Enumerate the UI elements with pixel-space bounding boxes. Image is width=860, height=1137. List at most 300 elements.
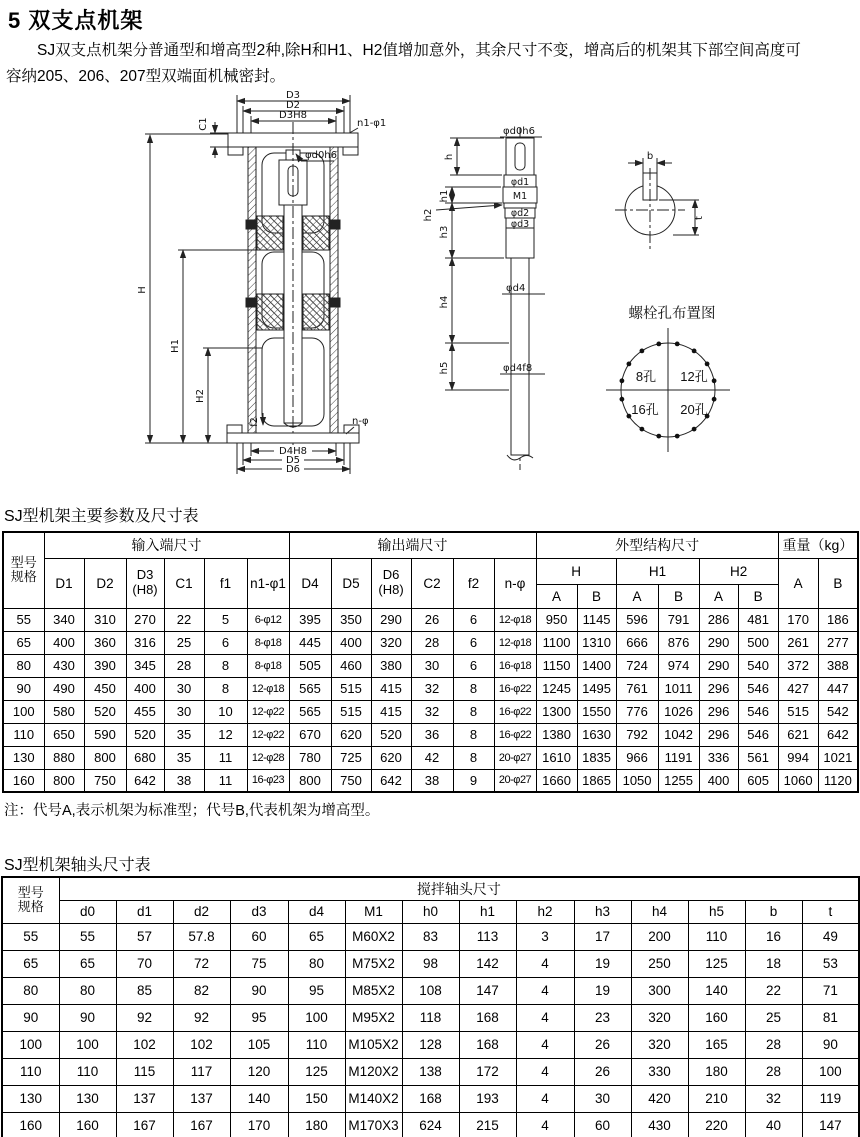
table-cell: 110 — [59, 1058, 116, 1085]
table-cell: 65 — [59, 950, 116, 977]
table-cell: 110 — [2, 1058, 59, 1085]
table-cell: 167 — [173, 1112, 230, 1137]
table-cell: 18 — [745, 950, 802, 977]
table1-body — [3, 608, 858, 792]
table-cell: 1610 — [536, 746, 577, 769]
dim-label-d5: D5 — [285, 455, 301, 466]
col-header-d0: d0 — [59, 900, 116, 923]
table-cell: 4 — [516, 1004, 574, 1031]
table-cell: 360 — [84, 631, 126, 654]
col-header-h1: h1 — [459, 900, 516, 923]
table-cell: 85 — [116, 977, 173, 1004]
table-cell: 81 — [802, 1004, 859, 1031]
col-header-H1-A: A — [616, 584, 658, 608]
dim-label-t: t — [694, 216, 705, 220]
table-cell: 20-φ27 — [494, 746, 536, 769]
table-cell: 30 — [164, 700, 204, 723]
table-cell: 193 — [459, 1085, 516, 1112]
table-cell: 1495 — [577, 677, 616, 700]
dim-label-c1: C1 — [198, 117, 209, 131]
table-cell: 1380 — [536, 723, 577, 746]
table-cell: 65 — [288, 923, 345, 950]
table-cell: 515 — [331, 700, 371, 723]
col-header-d1: d1 — [116, 900, 173, 923]
table-cell: 642 — [371, 769, 411, 792]
table-row — [2, 1085, 859, 1112]
table-cell: 11 — [204, 746, 247, 769]
table-cell: 320 — [631, 1031, 688, 1058]
col-header-model — [3, 532, 44, 608]
table-cell: 450 — [84, 677, 126, 700]
col-header-M1: M1 — [345, 900, 402, 923]
table-cell: 130 — [59, 1085, 116, 1112]
table-row — [3, 654, 858, 677]
table-cell: 540 — [738, 654, 778, 677]
table-cell: 1011 — [658, 677, 699, 700]
col-header-H2: H2 — [699, 558, 778, 584]
col-header-h3: h3 — [574, 900, 631, 923]
dim-label-phid4: φd4 — [506, 283, 526, 294]
table-cell: 791 — [658, 608, 699, 631]
table-cell: 605 — [738, 769, 778, 792]
col-header-H: H — [536, 558, 616, 584]
col-header-H-B: B — [577, 584, 616, 608]
table-cell: 336 — [699, 746, 738, 769]
dim-label-d6: D6 — [285, 464, 301, 475]
table-cell: 620 — [371, 746, 411, 769]
bolt-label-16: 16孔 — [631, 402, 659, 417]
table-cell: 28 — [745, 1031, 802, 1058]
table-cell: 316 — [126, 631, 164, 654]
table-cell: 565 — [289, 700, 331, 723]
dim-label-h2: h2 — [423, 208, 434, 222]
dim-label-phid1: φd1 — [510, 177, 530, 188]
table-cell: 16-φ23 — [247, 769, 289, 792]
table-cell: 117 — [173, 1058, 230, 1085]
table-cell: 330 — [631, 1058, 688, 1085]
table-cell: 125 — [688, 950, 745, 977]
table-cell: 320 — [371, 631, 411, 654]
table-cell: 460 — [331, 654, 371, 677]
table-cell: 180 — [288, 1112, 345, 1137]
table-cell: 1865 — [577, 769, 616, 792]
table-cell: 800 — [44, 769, 84, 792]
dim-label-M1: M1 — [512, 191, 528, 202]
col-header-model2 — [2, 877, 59, 923]
table-cell: 415 — [371, 700, 411, 723]
table-cell: 100 — [288, 1004, 345, 1031]
bolt-diagram-title: 螺栓孔布置图 — [628, 306, 716, 322]
shaft-head-table — [1, 876, 860, 1137]
col-header-D1: D1 — [44, 558, 84, 608]
table-cell: 22 — [164, 608, 204, 631]
table-cell: 90 — [59, 1004, 116, 1031]
table-row — [3, 700, 858, 723]
table-cell: 372 — [778, 654, 818, 677]
table-cell: 1026 — [658, 700, 699, 723]
table-cell: 520 — [126, 723, 164, 746]
table-cell: 80 — [59, 977, 116, 1004]
table-cell: 95 — [230, 1004, 288, 1031]
table-cell: M170X3 — [345, 1112, 402, 1137]
table2-body — [2, 923, 859, 1137]
table-row — [3, 608, 858, 631]
table-cell: 270 — [126, 608, 164, 631]
table-cell: 90 — [3, 677, 44, 700]
table-cell: 80 — [2, 977, 59, 1004]
table-cell: 22 — [745, 977, 802, 1004]
table-cell: 515 — [331, 677, 371, 700]
table-cell: 6 — [204, 631, 247, 654]
table-cell: 65 — [3, 631, 44, 654]
col-header-h0: h0 — [402, 900, 459, 923]
table-cell: 90 — [230, 977, 288, 1004]
table-cell: M140X2 — [345, 1085, 402, 1112]
table-cell: 160 — [2, 1112, 59, 1137]
table-cell: 8 — [204, 677, 247, 700]
table-cell: 780 — [289, 746, 331, 769]
table-cell: 505 — [289, 654, 331, 677]
table-cell: 55 — [59, 923, 116, 950]
table-cell: 12-φ18 — [247, 677, 289, 700]
table-cell: M105X2 — [345, 1031, 402, 1058]
table-cell: 880 — [44, 746, 84, 769]
page-title: 5 双支点机架 — [8, 8, 144, 33]
table-cell: 9 — [453, 769, 494, 792]
table-cell: 430 — [44, 654, 84, 677]
table-cell: 580 — [44, 700, 84, 723]
table-cell: 142 — [459, 950, 516, 977]
table-cell: 28 — [164, 654, 204, 677]
table-cell: 147 — [459, 977, 516, 1004]
table-row — [2, 1058, 859, 1085]
table-cell: 680 — [126, 746, 164, 769]
table-cell: 53 — [802, 950, 859, 977]
table-cell: 520 — [371, 723, 411, 746]
table-cell: 390 — [84, 654, 126, 677]
dim-label-n-phi: n-φ — [352, 416, 369, 427]
table-cell: 380 — [371, 654, 411, 677]
bolt-label-8: 8孔 — [635, 369, 657, 384]
table-cell: 4 — [516, 977, 574, 1004]
intro-paragraph — [6, 38, 856, 90]
table-cell: 60 — [230, 923, 288, 950]
table-cell: 395 — [289, 608, 331, 631]
table-cell: 6 — [453, 631, 494, 654]
table-cell: 90 — [2, 1004, 59, 1031]
table-cell: 110 — [688, 923, 745, 950]
group-header-output: 输出端尺寸 — [289, 532, 536, 558]
table-cell: 388 — [818, 654, 858, 677]
table-cell: 520 — [84, 700, 126, 723]
table-cell: 1255 — [658, 769, 699, 792]
table1-note: 注：代号A,表示机架为标准型；代号B,代表机架为增高型。 — [4, 803, 380, 819]
dim-label-d4h8: D4H8 — [279, 446, 307, 457]
dim-label-phid4f8: φd4f8 — [503, 363, 533, 374]
table-cell: 12-φ18 — [494, 631, 536, 654]
table-row — [2, 1004, 859, 1031]
table-cell: 345 — [126, 654, 164, 677]
table-cell: 776 — [616, 700, 658, 723]
table-cell: 17 — [574, 923, 631, 950]
dim-label-h3: h3 — [439, 225, 450, 239]
table-cell: 10 — [204, 700, 247, 723]
table-cell: 80 — [3, 654, 44, 677]
table-cell: 8 — [453, 723, 494, 746]
table-cell: 455 — [126, 700, 164, 723]
col-header-d2: d2 — [173, 900, 230, 923]
table-cell: 57 — [116, 923, 173, 950]
table-cell: 55 — [3, 608, 44, 631]
table-cell: 430 — [631, 1112, 688, 1137]
table-cell: 130 — [3, 746, 44, 769]
table-cell: 6 — [453, 654, 494, 677]
table-cell: 725 — [331, 746, 371, 769]
table-cell: 6-φ12 — [247, 608, 289, 631]
table-cell: 26 — [411, 608, 453, 631]
table-cell: 290 — [371, 608, 411, 631]
col-header-C1: C1 — [164, 558, 204, 608]
table-cell: 16-φ18 — [494, 654, 536, 677]
table-cell: 1660 — [536, 769, 577, 792]
table-cell: 110 — [3, 723, 44, 746]
table-cell: 1191 — [658, 746, 699, 769]
table-cell: 546 — [738, 677, 778, 700]
table-cell: 8 — [453, 677, 494, 700]
table-cell: 160 — [59, 1112, 116, 1137]
table-cell: 16-φ22 — [494, 677, 536, 700]
group-header-outline: 外型结构尺寸 — [536, 532, 778, 558]
table-cell: 100 — [802, 1058, 859, 1085]
table-row — [2, 1112, 859, 1137]
col-header-d3: d3 — [230, 900, 288, 923]
table-row — [3, 769, 858, 792]
table-cell: 5 — [204, 608, 247, 631]
table-cell: M75X2 — [345, 950, 402, 977]
dim-label-h4: h4 — [439, 295, 450, 309]
table-cell: 16-φ22 — [494, 700, 536, 723]
table-cell: 1100 — [536, 631, 577, 654]
table-cell: 642 — [126, 769, 164, 792]
table-cell: 950 — [536, 608, 577, 631]
col-header-h5: h5 — [688, 900, 745, 923]
col-header-H1: H1 — [616, 558, 699, 584]
table-cell: 300 — [631, 977, 688, 1004]
table-cell: 108 — [402, 977, 459, 1004]
table-cell: 546 — [738, 723, 778, 746]
table-cell: 119 — [802, 1085, 859, 1112]
col-header-h4: h4 — [631, 900, 688, 923]
model-line1: 型号 — [10, 554, 37, 570]
table-cell: 30 — [164, 677, 204, 700]
table-cell: 8-φ18 — [247, 631, 289, 654]
table-cell: 137 — [173, 1085, 230, 1112]
dim-label-H2: H2 — [195, 389, 206, 403]
table-cell: 65 — [2, 950, 59, 977]
table-cell: 481 — [738, 608, 778, 631]
table-cell: 420 — [631, 1085, 688, 1112]
table-cell: 12-φ22 — [247, 700, 289, 723]
table-cell: 12-φ18 — [494, 608, 536, 631]
table-cell: 95 — [288, 977, 345, 1004]
table-cell: 8-φ18 — [247, 654, 289, 677]
table-cell: 8 — [453, 746, 494, 769]
model2-line1: 型号 — [17, 884, 44, 900]
dim-label-b: b — [646, 151, 654, 162]
bolt-label-20: 20孔 — [680, 402, 708, 417]
table-cell: 1300 — [536, 700, 577, 723]
table-cell: 8 — [204, 654, 247, 677]
table-cell: 670 — [289, 723, 331, 746]
table-cell: 80 — [288, 950, 345, 977]
table-cell: 168 — [459, 1031, 516, 1058]
table-cell: 1630 — [577, 723, 616, 746]
table-cell: 724 — [616, 654, 658, 677]
table-cell: 400 — [44, 631, 84, 654]
col-header-H2-B: B — [738, 584, 778, 608]
table-cell: 250 — [631, 950, 688, 977]
group-header-shaft-head: 搅拌轴头尺寸 — [59, 877, 859, 900]
table-cell: 92 — [173, 1004, 230, 1031]
table-cell: 160 — [3, 769, 44, 792]
table-cell: 35 — [164, 746, 204, 769]
table-cell: 750 — [84, 769, 126, 792]
dim-label-h1: h1 — [439, 189, 450, 203]
table-cell: 1150 — [536, 654, 577, 677]
table-cell: 60 — [574, 1112, 631, 1137]
table-cell: 12-φ22 — [247, 723, 289, 746]
table-cell: 83 — [402, 923, 459, 950]
table-cell: 100 — [59, 1031, 116, 1058]
dim-label-f2: f2 — [249, 417, 260, 427]
table-cell: 102 — [116, 1031, 173, 1058]
table-cell: 490 — [44, 677, 84, 700]
table-cell: 290 — [699, 631, 738, 654]
col-header-d4: d4 — [288, 900, 345, 923]
table-cell: 210 — [688, 1085, 745, 1112]
table1-title: SJ型机架主要参数及尺寸表 — [4, 508, 199, 525]
table-cell: 150 — [288, 1085, 345, 1112]
dim-label-shaft-phid0h6: φd0h6 — [503, 126, 536, 137]
table-cell: 6 — [453, 608, 494, 631]
table-cell: 168 — [402, 1085, 459, 1112]
table-cell: 105 — [230, 1031, 288, 1058]
table-cell: 16-φ22 — [494, 723, 536, 746]
table-cell: 140 — [230, 1085, 288, 1112]
table-cell: 515 — [778, 700, 818, 723]
col-header-weight-A: A — [778, 558, 818, 608]
col-header-f1: f1 — [204, 558, 247, 608]
d3-line2: (H8) — [132, 582, 158, 597]
table-cell: 170 — [230, 1112, 288, 1137]
table-cell: 3 — [516, 923, 574, 950]
table-cell: 220 — [688, 1112, 745, 1137]
table-cell: 98 — [402, 950, 459, 977]
table-cell: 165 — [688, 1031, 745, 1058]
table-cell: 296 — [699, 723, 738, 746]
col-header-D2: D2 — [84, 558, 126, 608]
table-cell: 215 — [459, 1112, 516, 1137]
table-cell: M95X2 — [345, 1004, 402, 1031]
table-cell: 4 — [516, 1085, 574, 1112]
table-cell: 800 — [289, 769, 331, 792]
table-cell: 100 — [2, 1031, 59, 1058]
table-cell: 30 — [411, 654, 453, 677]
table-cell: 32 — [411, 700, 453, 723]
table-cell: 596 — [616, 608, 658, 631]
col-header-h2: h2 — [516, 900, 574, 923]
d3-line1: D3 — [136, 567, 154, 583]
table-cell: 261 — [778, 631, 818, 654]
table-cell: 167 — [116, 1112, 173, 1137]
table-cell: 590 — [84, 723, 126, 746]
table-cell: 28 — [411, 631, 453, 654]
table-cell: 92 — [116, 1004, 173, 1031]
d6-line1: D6 — [382, 567, 400, 583]
table-cell: 70 — [116, 950, 173, 977]
table-cell: 1060 — [778, 769, 818, 792]
col-header-D3H8 — [126, 558, 164, 608]
table-cell: 170 — [778, 608, 818, 631]
table-cell: 28 — [745, 1058, 802, 1085]
table-cell: 160 — [688, 1004, 745, 1031]
table-cell: 1245 — [536, 677, 577, 700]
table-cell: 42 — [411, 746, 453, 769]
table-cell: 400 — [126, 677, 164, 700]
col-header-D4: D4 — [289, 558, 331, 608]
dim-label-h5: h5 — [439, 361, 450, 375]
table-cell: 1120 — [818, 769, 858, 792]
table-cell: 113 — [459, 923, 516, 950]
table-cell: 800 — [84, 746, 126, 769]
table-row — [3, 723, 858, 746]
table-cell: 1835 — [577, 746, 616, 769]
table-cell: 38 — [164, 769, 204, 792]
table-cell: 12-φ28 — [247, 746, 289, 769]
table-cell: 32 — [411, 677, 453, 700]
d6-line2: (H8) — [378, 582, 404, 597]
table-cell: 1145 — [577, 608, 616, 631]
col-header-weight-B: B — [818, 558, 858, 608]
table-cell: 415 — [371, 677, 411, 700]
table2-title: SJ型机架轴头尺寸表 — [4, 857, 151, 874]
table-cell: 200 — [631, 923, 688, 950]
dim-label-d3: D3 — [285, 90, 301, 101]
table-cell: 25 — [745, 1004, 802, 1031]
table-cell: 38 — [411, 769, 453, 792]
table-cell: 1310 — [577, 631, 616, 654]
model-line2: 规格 — [10, 569, 37, 585]
table-cell: 974 — [658, 654, 699, 677]
bolt-label-12: 12孔 — [680, 369, 708, 384]
table-cell: 72 — [173, 950, 230, 977]
table-cell: 4 — [516, 1058, 574, 1085]
main-params-table — [2, 531, 859, 793]
dim-label-H: H — [137, 286, 148, 294]
table-cell: 12 — [204, 723, 247, 746]
table-cell: 561 — [738, 746, 778, 769]
table-cell: 90 — [802, 1031, 859, 1058]
table-cell: 71 — [802, 977, 859, 1004]
table-cell: M85X2 — [345, 977, 402, 1004]
table-cell: 57.8 — [173, 923, 230, 950]
intro-line-2: 容纳205、206、207型双端面机械密封。 — [6, 68, 286, 85]
table-cell: 1550 — [577, 700, 616, 723]
dim-label-H1: H1 — [170, 339, 181, 353]
keyway-section-drawing — [615, 158, 699, 252]
table-cell: 792 — [616, 723, 658, 746]
dim-label-d3h8: D3H8 — [279, 110, 307, 121]
